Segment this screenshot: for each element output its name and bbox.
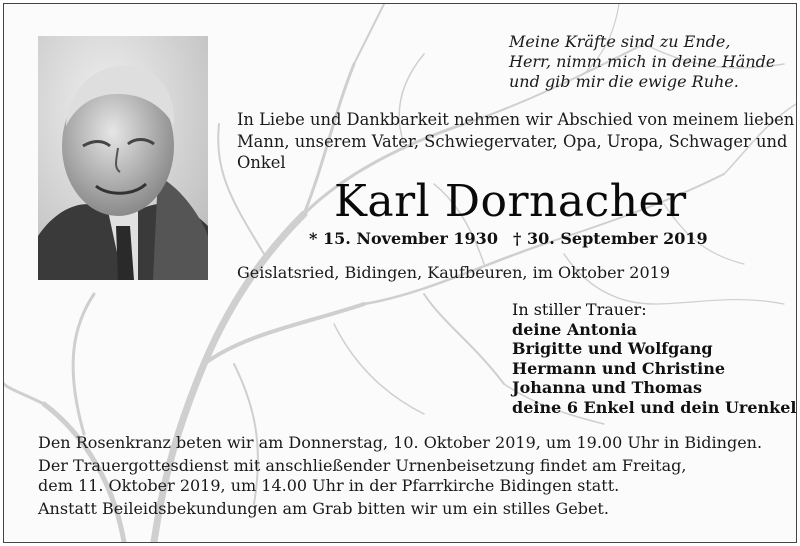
rosary-info xyxy=(38,433,762,453)
service-line: dem 11. Oktober 2019, um 14.00 Uhr in der Pfarrkirche Bidingen statt. xyxy=(38,475,620,495)
poem-line: Meine Kräfte sind zu Ende, xyxy=(509,32,731,51)
condolence-info xyxy=(38,499,762,519)
portrait-photo xyxy=(38,36,208,280)
condolence-line: Anstatt Beileidsbekundungen am Grab bitten wir um ein stilles Gebet. xyxy=(38,498,609,518)
service-information xyxy=(38,433,762,522)
birth-date: * 15. November 1930 xyxy=(309,229,498,248)
intro-line: In Liebe und Dankbarkeit nehmen wir Abschied von meinem lieben xyxy=(237,110,795,129)
poem-line: und gib mir die ewige Ruhe. xyxy=(509,72,739,91)
farewell-intro xyxy=(237,109,795,174)
mourner-name: Hermann und Christine xyxy=(512,358,726,378)
poem-verse xyxy=(509,32,775,92)
mourner-name: deine Antonia xyxy=(512,319,638,339)
mourners-list xyxy=(512,300,796,418)
funeral-service-info xyxy=(38,456,762,495)
mourner-name: Johanna und Thomas xyxy=(512,378,702,398)
place-and-date: Geislatsried, Bidingen, Kaufbeuren, im Oktober 2019 xyxy=(237,263,670,282)
deceased-name: Karl Dornacher xyxy=(334,176,687,227)
mourner-name: deine 6 Enkel und dein Urenkel xyxy=(512,397,797,417)
rosary-line: Den Rosenkranz beten wir am Donnerstag, 10. Oktober 2019, um 19.00 Uhr in Bidingen. xyxy=(38,433,763,452)
intro-line: Onkel xyxy=(237,153,286,172)
death-date: † 30. September 2019 xyxy=(513,229,708,248)
service-line: Der Trauergottesdienst mit anschließender Urnenbeisetzung findet am Freitag, xyxy=(38,456,687,476)
mourner-name: Brigitte und Wolfgang xyxy=(512,339,713,359)
mourners-heading: In stiller Trauer: xyxy=(512,300,647,319)
obituary-notice xyxy=(3,3,797,543)
poem-line: Herr, nimm mich in deine Hände xyxy=(509,52,776,71)
intro-line: Mann, unserem Vater, Schwiegervater, Opa, Uropa, Schwager und xyxy=(237,131,788,151)
